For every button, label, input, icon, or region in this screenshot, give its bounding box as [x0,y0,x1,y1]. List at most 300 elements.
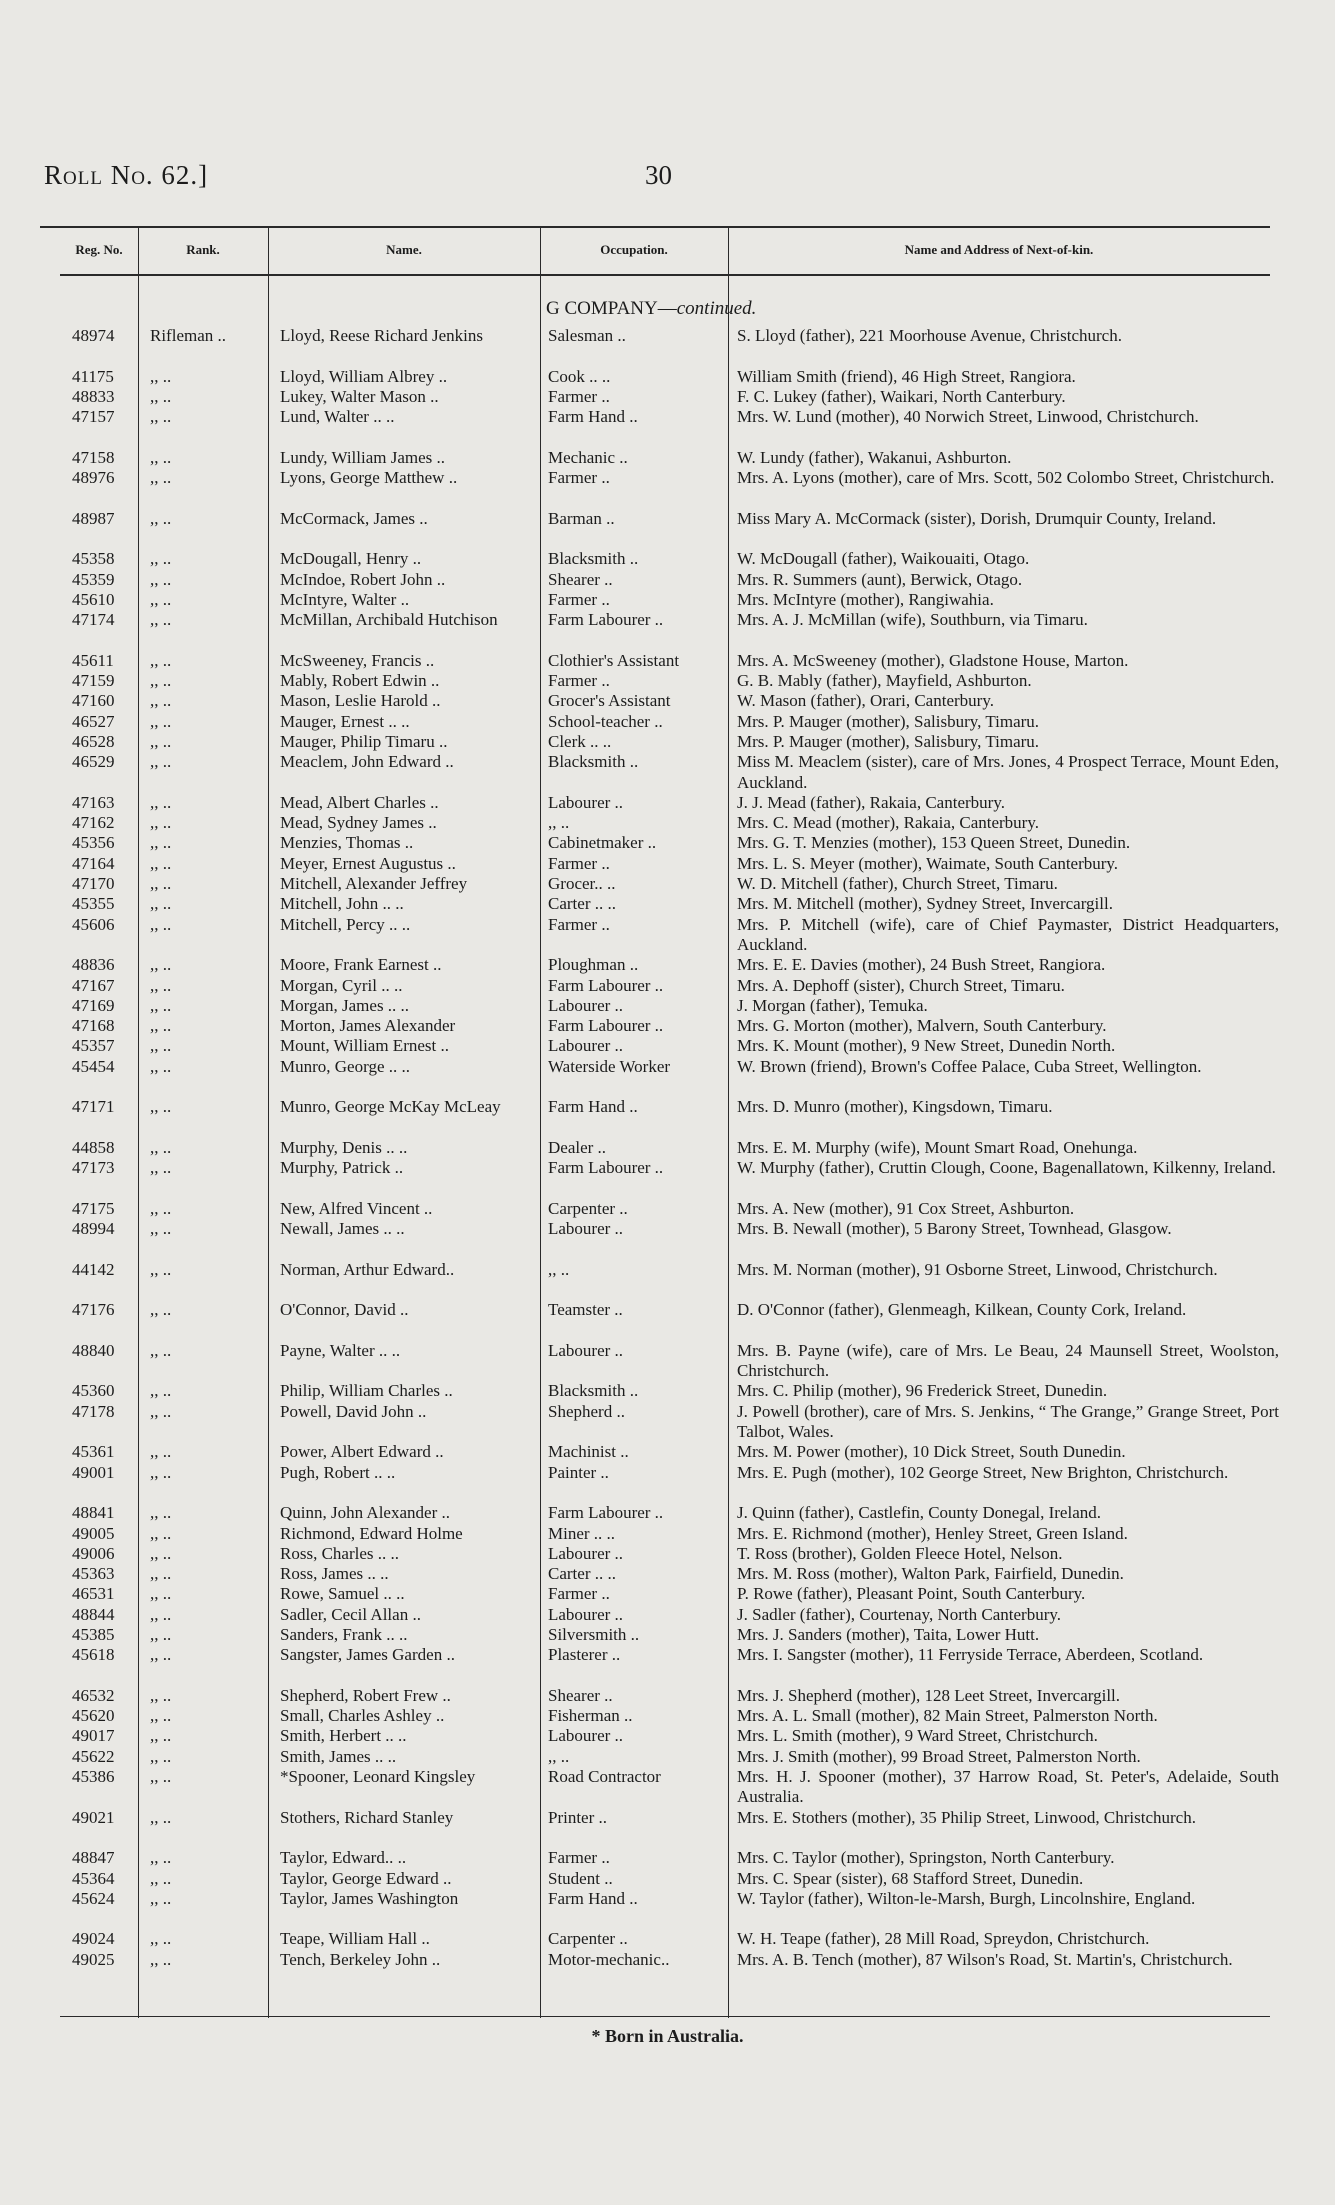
next-of-kin-cell: Mrs. H. J. Spooner (mother), 37 Harrow Road, St. Peter's, Adelaide, South Australia. [737,1767,1279,1807]
name-cell: Taylor, George Edward .. [280,1868,452,1888]
rank-cell: ,, .. [150,386,172,406]
column-header-reg-no: Reg. No. [75,242,123,257]
occupation-cell: Fisherman .. [548,1706,633,1726]
occupation-cell: Farm Hand .. [548,407,638,427]
name-cell: Lundy, William James .. [280,447,446,467]
reg-no-cell: 47173 [72,1158,115,1178]
rank-cell: ,, .. [150,671,172,691]
reg-no-cell: 47171 [72,1097,115,1117]
rank-cell: ,, .. [150,1259,172,1279]
name-cell: Rowe, Samuel .. .. [280,1584,405,1604]
rank-cell: ,, .. [150,1340,172,1360]
reg-no-cell: 48836 [72,955,115,975]
rank-cell: ,, .. [150,549,172,569]
rank-cell: ,, .. [150,833,172,853]
table-row [0,894,1335,914]
next-of-kin-cell: Mrs. E. Richmond (mother), Henley Street, Green Island. [737,1523,1128,1543]
occupation-cell: Ploughman .. [548,955,639,975]
next-of-kin-cell: Mrs. L. S. Meyer (mother), Waimate, South Canterbury. [737,853,1119,873]
name-cell: Murphy, Patrick .. [280,1158,404,1178]
rank-cell: ,, .. [150,1401,172,1421]
table-row [0,570,1335,590]
next-of-kin-cell: D. O'Connor (father), Glenmeagh, Kilkean, County Cork, Ireland. [737,1300,1187,1320]
next-of-kin-cell: W. McDougall (father), Waikouaiti, Otago. [737,549,1030,569]
continued-label: continued. [676,298,757,319]
rank-cell: ,, .. [150,1949,172,1969]
rank-cell: ,, .. [150,1137,172,1157]
rank-cell: ,, .. [150,407,172,427]
reg-no-cell: 46532 [72,1685,115,1705]
reg-no-cell: 46528 [72,731,115,751]
rank-cell: ,, .. [150,1888,172,1908]
name-cell: Moore, Frank Earnest .. [280,955,442,975]
next-of-kin-cell: W. Lundy (father), Wakanui, Ashburton. [737,447,1012,467]
table-row [0,1584,1335,1604]
rank-cell: ,, .. [150,366,172,386]
rank-cell: ,, .. [150,1604,172,1624]
occupation-cell: Labourer .. [548,1543,624,1563]
next-of-kin-cell: Mrs. A. Lyons (mother), care of Mrs. Scott, 502 Colombo Street, Christchurch. [737,468,1275,488]
table-row [0,1503,1335,1523]
name-cell: Ross, Charles .. .. [280,1543,399,1563]
next-of-kin-cell: S. Lloyd (father), 221 Moorhouse Avenue, Christchurch. [737,326,1122,345]
occupation-cell: Salesman .. [548,326,626,345]
reg-no-cell: 45624 [72,1888,115,1908]
occupation-cell: Farmer .. [548,914,610,934]
occupation-cell: Farmer .. [548,386,610,406]
next-of-kin-cell: W. D. Mitchell (father), Church Street, Timaru. [737,874,1058,894]
next-of-kin-cell: Mrs. D. Munro (mother), Kingsdown, Timaru. [737,1097,1053,1117]
footnote: * Born in Australia. [591,2026,744,2046]
reg-no-cell: 48987 [72,508,115,528]
occupation-cell: Labourer .. [548,1604,624,1624]
name-cell: Philip, William Charles .. [280,1381,453,1401]
rank-cell: ,, .. [150,1645,172,1665]
reg-no-cell: 47158 [72,447,115,467]
rank-cell: ,, .. [150,1706,172,1726]
reg-no-cell: 45356 [72,833,115,853]
table-row [0,549,1335,569]
rank-cell: ,, .. [150,569,172,589]
next-of-kin-cell: Mrs. M. Norman (mother), 91 Osborne Street, Linwood, Christchurch. [737,1259,1218,1279]
table-row [0,996,1335,1016]
company-name: G COMPANY— [546,298,677,319]
name-cell: New, Alfred Vincent .. [280,1198,433,1218]
next-of-kin-cell: P. Rowe (father), Pleasant Point, South Canterbury. [737,1584,1086,1604]
name-cell: Menzies, Thomas .. [280,833,414,853]
name-cell: Taylor, James Washington [280,1888,459,1908]
occupation-cell: Shearer .. [548,1685,613,1705]
occupation-cell: Miner .. .. [548,1523,616,1543]
rank-cell: ,, .. [150,1016,172,1036]
name-cell: Meaclem, John Edward .. [280,752,454,772]
rank-cell: ,, .. [150,1685,172,1705]
column-header-occupation: Occupation. [600,242,668,257]
occupation-cell: Carpenter .. [548,1198,628,1218]
rank-cell: ,, .. [150,1868,172,1888]
reg-no-cell: 49024 [72,1929,115,1949]
name-cell: Stothers, Richard Stanley [280,1807,454,1827]
rank-cell: ,, .. [150,1300,172,1320]
name-cell: Morton, James Alexander [280,1016,456,1036]
occupation-cell: Motor-mechanic.. [548,1949,670,1969]
reg-no-cell: 45606 [72,914,115,934]
occupation-cell: Labourer .. [548,1036,624,1056]
name-cell: Powell, David John .. [280,1401,427,1421]
next-of-kin-cell: Mrs. McIntyre (mother), Rangiwahia. [737,589,994,609]
rank-cell: ,, .. [150,731,172,751]
occupation-cell: Labourer .. [548,1219,624,1239]
table-row [0,1158,1335,1199]
table-row [0,651,1335,671]
name-cell: Mably, Robert Edwin .. [280,671,440,691]
table-row [0,1889,1335,1930]
next-of-kin-cell: Mrs. R. Summers (aunt), Berwick, Otago. [737,569,1023,589]
reg-no-cell: 49021 [72,1807,115,1827]
reg-no-cell: 47176 [72,1300,115,1320]
reg-no-cell: 48840 [72,1340,115,1360]
section-heading [546,298,756,320]
reg-no-cell: 47168 [72,1016,115,1036]
rank-cell: ,, .. [150,1564,172,1584]
occupation-cell: Cook .. .. [548,366,611,386]
reg-no-cell: 48841 [72,1503,115,1523]
reg-no-cell: 47167 [72,975,115,995]
rank-cell: ,, .. [150,1726,172,1746]
next-of-kin-cell: Mrs. M. Ross (mother), Walton Park, Fairfield, Dunedin. [737,1564,1124,1584]
table-row [0,1625,1335,1645]
table-row [0,448,1335,468]
rank-cell: ,, .. [150,711,172,731]
reg-no-cell: 46527 [72,711,115,731]
rank-cell: Rifleman .. [150,326,227,345]
reg-no-cell: 49001 [72,1462,115,1482]
reg-no-cell: 47169 [72,995,115,1015]
reg-no-cell: 45358 [72,549,115,569]
reg-no-cell: 47175 [72,1198,115,1218]
occupation-cell: Blacksmith .. [548,1381,639,1401]
table-row [0,1057,1335,1098]
rank-cell: ,, .. [150,1381,172,1401]
rank-cell: ,, .. [150,1198,172,1218]
occupation-cell: Labourer .. [548,792,624,812]
table-row [0,1645,1335,1686]
next-of-kin-cell: Mrs. P. Mauger (mother), Salisbury, Timaru. [737,731,1040,751]
rank-cell: ,, .. [150,853,172,873]
reg-no-cell: 48994 [72,1219,115,1239]
table-row [0,1381,1335,1401]
column-header-rank: Rank. [186,242,220,257]
column-header-name: Name. [386,242,422,257]
occupation-cell: Grocer's Assistant [548,691,671,711]
name-cell: Teape, William Hall .. [280,1929,430,1949]
occupation-cell: Painter .. [548,1462,609,1482]
name-cell: Mount, William Ernest .. [280,1036,449,1056]
occupation-cell: Farm Labourer .. [548,1503,664,1523]
next-of-kin-cell: Mrs. K. Mount (mother), 9 New Street, Dunedin North. [737,1036,1116,1056]
reg-no-cell: 49006 [72,1543,115,1563]
occupation-cell: Farmer .. [548,589,610,609]
table-row [0,915,1335,956]
occupation-cell: Labourer .. [548,1726,624,1746]
table-row [0,509,1335,550]
name-cell: Morgan, James .. .. [280,995,410,1015]
next-of-kin-cell: W. Murphy (father), Cruttin Clough, Coone, Bagenallatown, Kilkenny, Ireland. [737,1158,1276,1178]
next-of-kin-cell: Mrs. C. Spear (sister), 68 Stafford Street, Dunedin. [737,1868,1084,1888]
next-of-kin-cell: Mrs. E. E. Davies (mother), 24 Bush Street, Rangiora. [737,955,1106,975]
rank-cell: ,, .. [150,1807,172,1827]
reg-no-cell: 45620 [72,1706,115,1726]
table-row [0,1686,1335,1706]
occupation-cell: ,, .. [548,1259,570,1279]
rank-cell: ,, .. [150,1767,172,1787]
reg-no-cell: 47162 [72,813,115,833]
column-header-next-of-kin: Name and Address of Next-of-kin. [904,242,1094,257]
next-of-kin-cell: Mrs. C. Mead (mother), Rakaia, Canterbury. [737,813,1039,833]
occupation-cell: School-teacher .. [548,711,663,731]
next-of-kin-cell: Mrs. A. L. Small (mother), 82 Main Street, Palmerston North. [737,1706,1158,1726]
rank-cell: ,, .. [150,1442,172,1462]
table-row [0,1463,1335,1504]
next-of-kin-cell: Mrs. J. Smith (mother), 99 Broad Street, Palmerston North. [737,1746,1141,1766]
rank-cell: ,, .. [150,1625,172,1644]
occupation-cell: Carter .. .. [548,894,616,914]
rank-cell: ,, .. [150,1929,172,1949]
next-of-kin-cell: Mrs. M. Power (mother), 10 Dick Street, South Dunedin. [737,1442,1126,1462]
table-row [0,1036,1335,1056]
name-cell: Taylor, Edward.. .. [280,1848,407,1868]
next-of-kin-cell: Mrs. A. McSweeney (mother), Gladstone House, Marton. [737,650,1129,670]
table-row [0,1199,1335,1219]
rank-cell: ,, .. [150,508,172,528]
table-row [0,1950,1335,1991]
rank-cell: ,, .. [150,691,172,711]
name-cell: Mason, Leslie Harold .. [280,691,441,711]
occupation-cell: Labourer .. [548,1340,624,1360]
next-of-kin-cell: Mrs. C. Taylor (mother), Springston, North Canterbury. [737,1848,1115,1868]
rank-cell: ,, .. [150,1746,172,1766]
rank-cell: ,, .. [150,955,172,975]
reg-no-cell: 47159 [72,671,115,691]
reg-no-cell: 45618 [72,1645,115,1665]
occupation-cell: Farmer .. [548,853,610,873]
rank-cell: ,, .. [150,995,172,1015]
table-row [0,1747,1335,1767]
occupation-cell: ,, .. [548,813,570,833]
rank-cell: ,, .. [150,1523,172,1543]
roll-number: Roll No. 62.] [44,160,209,190]
table-row [0,1706,1335,1726]
occupation-cell: Shearer .. [548,569,613,589]
next-of-kin-cell: W. Brown (friend), Brown's Coffee Palace, Cuba Street, Wellington. [737,1056,1202,1076]
next-of-kin-cell: J. J. Mead (father), Rakaia, Canterbury. [737,792,1005,812]
table-row [0,1341,1335,1382]
table-row [0,1767,1335,1808]
next-of-kin-cell: Mrs. B. Newall (mother), 5 Barony Street, Townhead, Glasgow. [737,1219,1172,1239]
next-of-kin-cell: Mrs. A. Dephoff (sister), Church Street, Timaru. [737,975,1065,995]
table-row [0,1605,1335,1625]
rank-cell: ,, .. [150,1097,172,1117]
occupation-cell: Teamster .. [548,1300,623,1320]
reg-no-cell: 47157 [72,407,115,427]
table-row [0,793,1335,813]
reg-no-cell: 48844 [72,1604,115,1624]
table-row [0,610,1335,651]
rank-cell: ,, .. [150,1036,172,1056]
next-of-kin-cell: Mrs. W. Lund (mother), 40 Norwich Street, Linwood, Christchurch. [737,407,1199,427]
reg-no-cell: 47178 [72,1401,115,1421]
name-cell: Morgan, Cyril .. .. [280,975,403,995]
reg-no-cell: 45355 [72,894,115,914]
table-row [0,1524,1335,1544]
name-cell: McIntyre, Walter .. [280,589,410,609]
occupation-cell: Barman .. [548,508,615,528]
rank-cell: ,, .. [150,1503,172,1523]
table-row [0,1544,1335,1564]
occupation-cell: Shepherd .. [548,1401,625,1421]
table-row [0,1442,1335,1462]
table-row [0,1138,1335,1158]
occupation-cell: Farm Labourer .. [548,1158,664,1178]
next-of-kin-cell: W. H. Teape (father), 28 Mill Road, Spreydon, Christchurch. [737,1929,1150,1949]
table-row [0,1564,1335,1584]
table-row [0,1300,1335,1341]
header-top-rule [40,226,1270,228]
name-cell: Mauger, Philip Timaru .. [280,731,448,751]
occupation-cell: Farm Hand .. [548,1888,638,1908]
next-of-kin-cell: J. Morgan (father), Temuka. [737,995,928,1015]
reg-no-cell: 49005 [72,1523,115,1543]
occupation-cell: Farmer .. [548,1848,610,1868]
next-of-kin-cell: W. Mason (father), Orari, Canterbury. [737,691,994,711]
next-of-kin-cell: Mrs. J. Shepherd (mother), 128 Leet Street, Invercargill. [737,1685,1121,1705]
occupation-cell: ,, .. [548,1746,570,1766]
name-cell: McIndoe, Robert John .. [280,569,446,589]
page-number: 30 [645,160,672,190]
reg-no-cell: 48974 [72,326,115,345]
table-row [0,468,1335,509]
rank-cell: ,, .. [150,589,172,609]
reg-no-cell: 49017 [72,1726,115,1746]
reg-no-cell: 45360 [72,1381,115,1401]
reg-no-cell: 46529 [72,752,115,772]
table-row [0,407,1335,448]
occupation-cell: Waterside Worker [548,1056,671,1076]
occupation-cell: Blacksmith .. [548,752,639,772]
next-of-kin-cell: J. Sadler (father), Courtenay, North Canterbury. [737,1604,1061,1624]
table-row [0,1929,1335,1949]
next-of-kin-cell: Mrs. B. Payne (wife), care of Mrs. Le Beau, 24 Maunsell Street, Woolston, Christchurch. [737,1340,1279,1381]
table-row [0,1848,1335,1868]
rank-cell: ,, .. [150,874,172,894]
reg-no-cell: 44142 [72,1259,115,1279]
reg-no-cell: 45364 [72,1868,115,1888]
next-of-kin-cell: F. C. Lukey (father), Waikari, North Canterbury. [737,386,1066,406]
occupation-cell: Farm Labourer .. [548,975,664,995]
table-row [0,712,1335,732]
reg-no-cell: 47170 [72,874,115,894]
name-cell: Munro, George McKay McLeay [280,1097,501,1117]
occupation-cell: Road Contractor [548,1767,661,1787]
rank-cell: ,, .. [150,610,172,630]
table-row [0,854,1335,874]
name-cell: Sangster, James Garden .. [280,1645,455,1665]
rank-cell: ,, .. [150,894,172,914]
reg-no-cell: 45385 [72,1625,115,1644]
table-row [0,1219,1335,1260]
rank-cell: ,, .. [150,752,172,772]
name-cell: Small, Charles Ashley .. [280,1706,445,1726]
name-cell: Power, Albert Edward .. [280,1442,444,1462]
next-of-kin-cell: Mrs. E. Pugh (mother), 102 George Street, New Brighton, Christchurch. [737,1462,1229,1482]
next-of-kin-cell: G. B. Mably (father), Mayfield, Ashburton. [737,671,1032,691]
name-cell: Smith, Herbert .. .. [280,1726,407,1746]
table-row [0,732,1335,752]
name-cell: McDougall, Henry .. [280,549,422,569]
name-cell: O'Connor, David .. [280,1300,409,1320]
table-row [0,874,1335,894]
reg-no-cell: 47160 [72,691,115,711]
name-cell: Mead, Sydney James .. [280,813,437,833]
occupation-cell: Student .. [548,1868,613,1888]
next-of-kin-cell: W. Taylor (father), Wilton-le-Marsh, Burgh, Lincolnshire, England. [737,1888,1196,1908]
name-cell: Mitchell, Alexander Jeffrey [280,874,468,894]
next-of-kin-cell: Mrs. G. Morton (mother), Malvern, South Canterbury. [737,1016,1107,1036]
table-bottom-rule [60,2016,1270,2017]
rank-cell: ,, .. [150,1462,172,1482]
table-row [0,833,1335,853]
name-cell: Lyons, George Matthew .. [280,468,458,488]
occupation-cell: Farmer .. [548,1584,610,1604]
roll-table [0,326,1335,1990]
reg-no-cell: 45357 [72,1036,115,1056]
name-cell: Munro, George .. .. [280,1056,410,1076]
next-of-kin-cell: Mrs. J. Sanders (mother), Taita, Lower Hutt. [737,1625,1040,1644]
next-of-kin-cell: T. Ross (brother), Golden Fleece Hotel, Nelson. [737,1543,1063,1563]
next-of-kin-cell: Mrs. M. Mitchell (mother), Sydney Street, Invercargill. [737,894,1113,914]
table-row [0,671,1335,691]
occupation-cell: Plasterer .. [548,1645,621,1665]
rank-cell: ,, .. [150,1543,172,1563]
name-cell: Newall, James .. .. [280,1219,405,1239]
reg-no-cell: 47164 [72,853,115,873]
table-row [0,1808,1335,1849]
reg-no-cell: 48976 [72,468,115,488]
reg-no-cell: 45359 [72,569,115,589]
occupation-cell: Carter .. .. [548,1564,616,1584]
occupation-cell: Dealer .. [548,1137,607,1157]
reg-no-cell: 44858 [72,1137,115,1157]
table-row [0,1402,1335,1443]
next-of-kin-cell: Mrs. G. T. Menzies (mother), 153 Queen Street, Dunedin. [737,833,1131,853]
occupation-cell: Farmer .. [548,671,610,691]
next-of-kin-cell: J. Quinn (father), Castlefin, County Donegal, Ireland. [737,1503,1101,1523]
name-cell: Smith, James .. .. [280,1746,397,1766]
name-cell: Meyer, Ernest Augustus .. [280,853,456,873]
name-cell: Tench, Berkeley John .. [280,1949,441,1969]
next-of-kin-cell: Mrs. E. M. Murphy (wife), Mount Smart Road, Onehunga. [737,1137,1138,1157]
occupation-cell: Printer .. [548,1807,608,1827]
reg-no-cell: 45361 [72,1442,115,1462]
name-cell: Quinn, John Alexander .. [280,1503,450,1523]
next-of-kin-cell: Mrs. A. J. McMillan (wife), Southburn, via Timaru. [737,610,1088,630]
table-row [0,1097,1335,1138]
occupation-cell: Mechanic .. [548,447,628,467]
rank-cell: ,, .. [150,1584,172,1604]
occupation-cell: Farm Hand .. [548,1097,638,1117]
rank-cell: ,, .. [150,792,172,812]
reg-no-cell: 48833 [72,386,115,406]
